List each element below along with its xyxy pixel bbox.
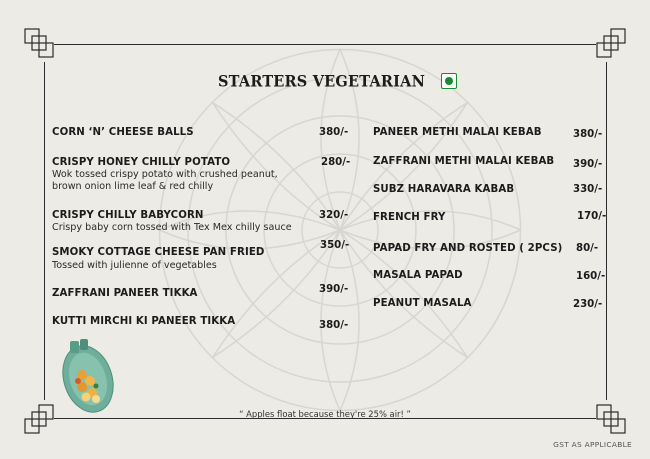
menu-title: STARTERS VEGETARIAN	[218, 71, 426, 91]
menu-item-price: 380/-	[573, 129, 603, 140]
menu-item-price: 380/-	[319, 320, 349, 331]
menu-item-name: CRISPY HONEY CHILLY POTATO	[52, 157, 231, 168]
menu-item-name: FRENCH FRY	[373, 212, 446, 223]
menu-item-name: MASALA PAPAD	[373, 270, 463, 281]
menu-item-description: Tossed with julienne of vegetables	[52, 260, 217, 271]
menu-item-price: 320/-	[319, 210, 349, 221]
menu-item-price: 160/-	[576, 271, 606, 282]
menu-item-price: 170/-	[577, 211, 607, 222]
veg-dot	[445, 77, 453, 85]
veg-symbol-icon	[441, 73, 457, 89]
menu-item-price: 390/-	[573, 159, 603, 170]
menu-item-name: SUBZ HARAVARA KABAB	[373, 184, 515, 195]
menu-item-name: PEANUT MASALA	[373, 298, 472, 309]
menu-item-price: 230/-	[573, 299, 603, 310]
frame-right-line	[606, 62, 607, 400]
food-platter-icon	[52, 335, 124, 415]
menu-item-name: ZAFFRANI METHI MALAI KEBAB	[373, 156, 555, 167]
menu-item-price: 390/-	[319, 284, 349, 295]
menu-item-price: 80/-	[576, 243, 599, 254]
menu-item-name: CORN ‘N’ CHEESE BALLS	[52, 127, 194, 138]
corner-ornament-top-right-icon	[592, 26, 628, 62]
menu-item-name: KUTTI MIRCHI KI PANEER TIKKA	[52, 316, 236, 327]
menu-item-name: PAPAD FRY AND ROSTED ( 2PCS)	[373, 243, 563, 254]
menu-item-name: ZAFFRANI PANEER TIKKA	[52, 288, 198, 299]
menu-header	[218, 70, 457, 92]
menu-item-price: 380/-	[319, 127, 349, 138]
menu-item-name: PANEER METHI MALAI KEBAB	[373, 127, 542, 138]
frame-left-line	[44, 62, 45, 400]
gst-note: GST AS APPLICABLE	[553, 440, 632, 449]
menu-item-description: brown onion lime leaf & red chilly	[52, 181, 214, 192]
menu-item-price: 350/-	[320, 240, 350, 251]
menu-item-name: CRISPY CHILLY BABYCORN	[52, 210, 204, 221]
menu-item-description: Crispy baby corn tossed with Tex Mex chilly sauce	[52, 222, 292, 233]
menu-item-price: 280/-	[321, 157, 351, 168]
corner-ornament-top-left-icon	[22, 26, 58, 62]
footer-quote: “ Apples float because they're 25% air! ”	[239, 409, 411, 419]
frame-top-line	[54, 44, 596, 45]
menu-item-price: 330/-	[573, 184, 603, 195]
menu-item-name: SMOKY COTTAGE CHEESE PAN FRIED	[52, 247, 265, 258]
menu-item-description: Wok tossed crispy potato with crushed peanut,	[52, 169, 278, 180]
